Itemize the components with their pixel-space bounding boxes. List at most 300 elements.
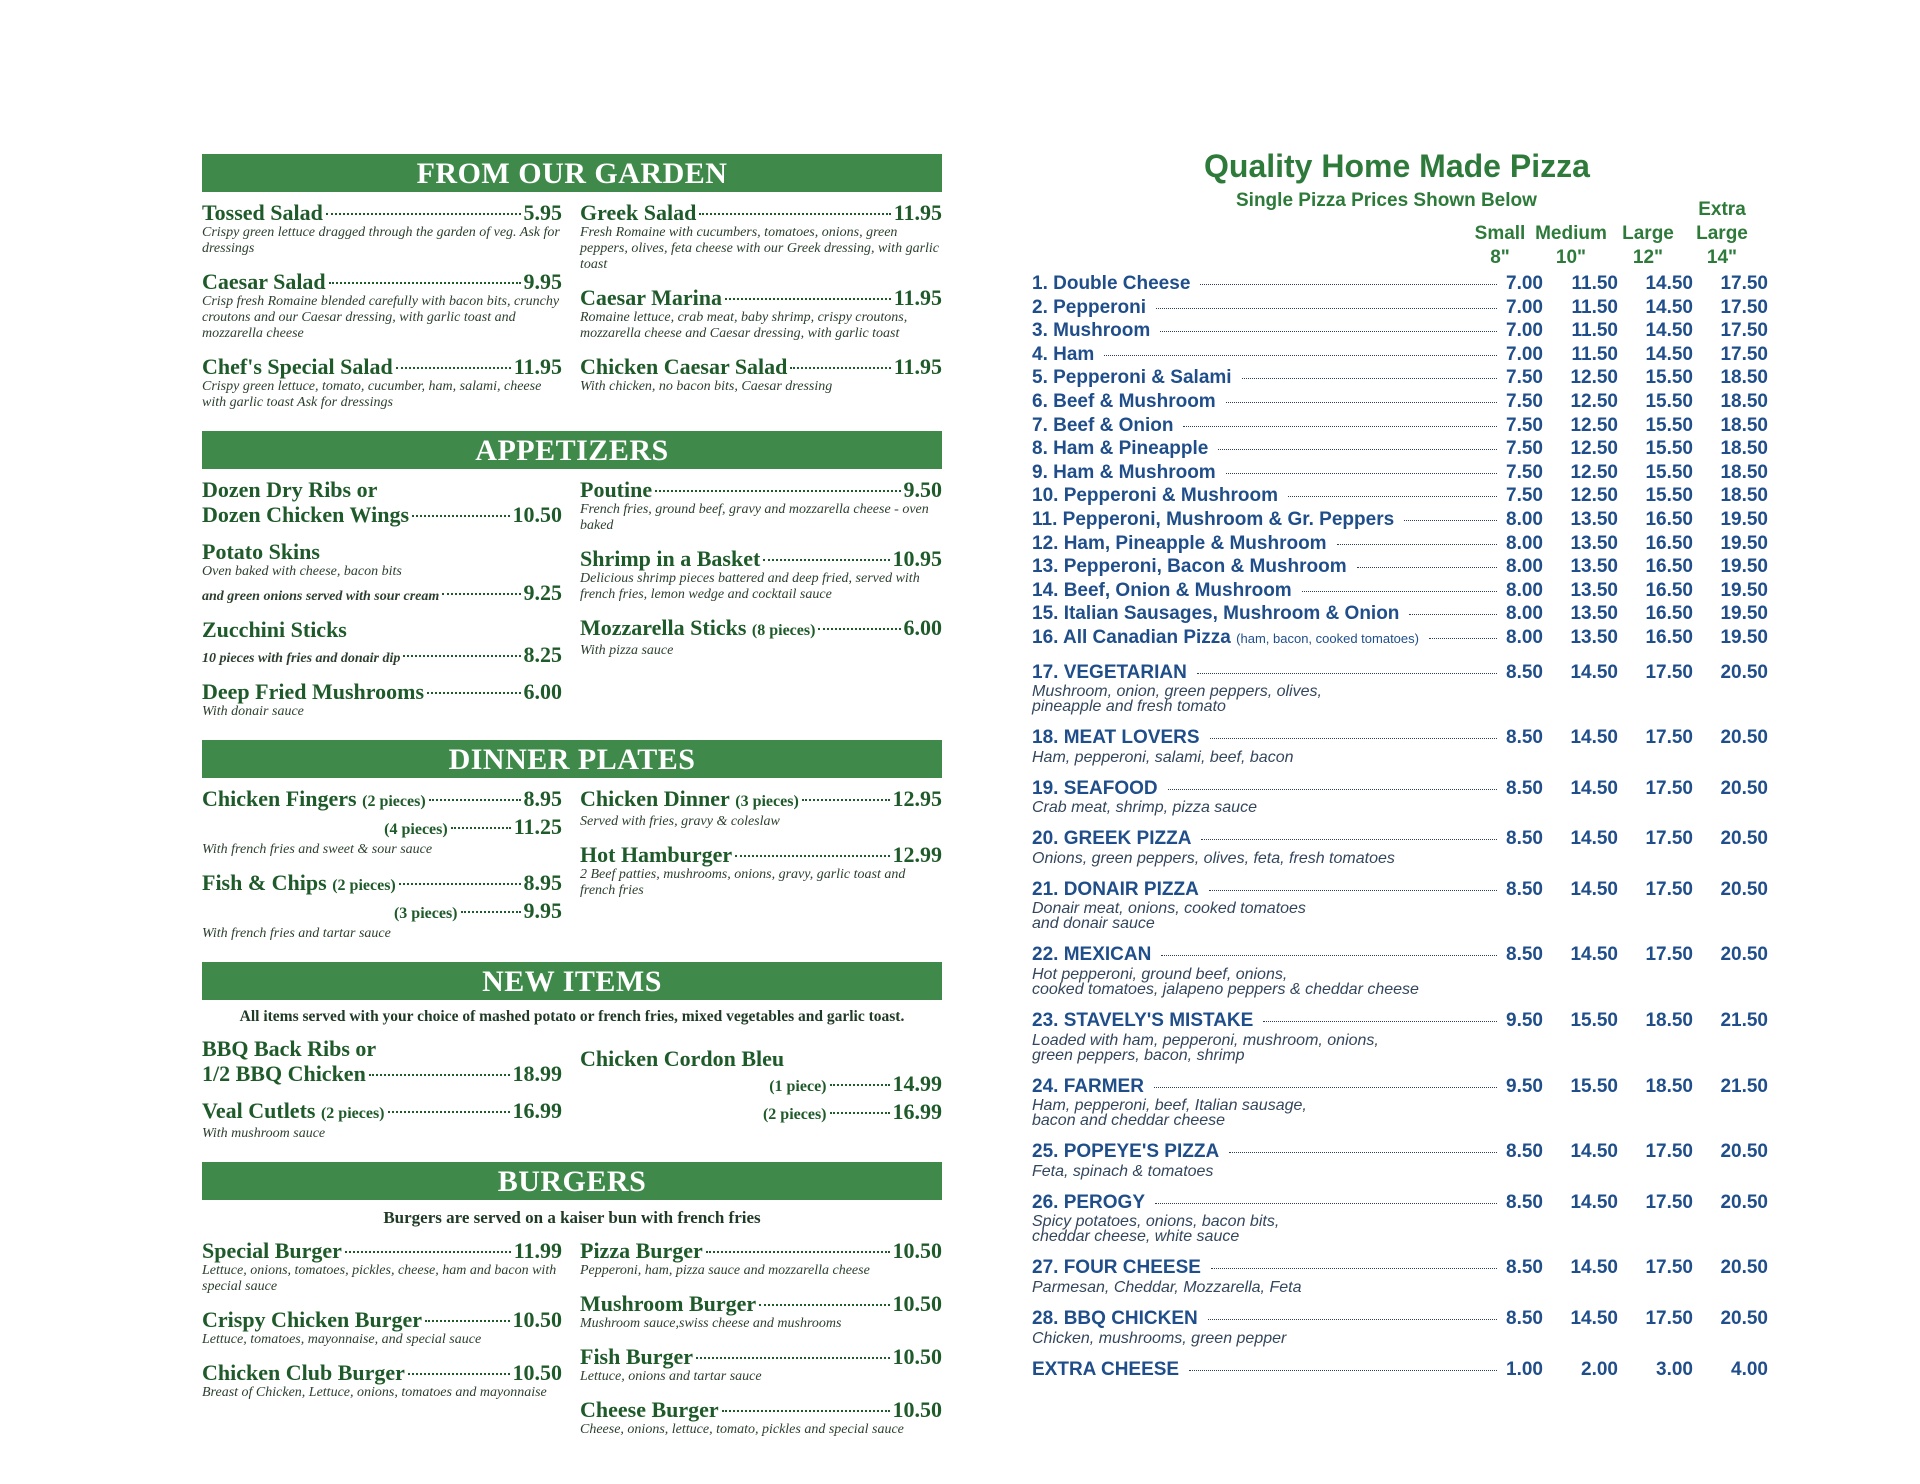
price-medium: 15.50 — [1570, 1075, 1618, 1097]
pizza-description — [1032, 851, 1768, 866]
price-medium: 12.50 — [1570, 414, 1618, 436]
new-items-section — [202, 962, 942, 1154]
pizza-row — [1032, 461, 1768, 485]
item-price: 10.50 — [892, 1238, 942, 1263]
pizza-description — [1032, 750, 1768, 765]
pizza-row — [1032, 390, 1768, 414]
item-description: Crispy green lettuce, tomato, cucumber, ham, salami, cheese with garlic toast Ask for dressings — [202, 379, 542, 410]
price-small: 8.50 — [1506, 777, 1543, 799]
price-medium: 12.50 — [1570, 438, 1618, 460]
price-medium: 14.50 — [1570, 1191, 1618, 1213]
item-description: Delicious shrimp pieces battered and deep fried, served with french fries, lemon wedge and cocktail sauce — [580, 571, 920, 602]
pizza-row — [1032, 532, 1768, 556]
price-small: 7.00 — [1506, 273, 1543, 294]
size-header-extra-large: Extra Large 14" — [1696, 199, 1748, 268]
pizza-name: 3. Mushroom — [1032, 320, 1151, 342]
pizza-description-line: Feta, spinach & tomatoes — [1032, 1162, 1214, 1180]
pizza-note: (ham, bacon, cooked tomatoes) — [1236, 630, 1419, 646]
pizza-row — [1032, 1140, 1768, 1164]
price-extra-large: 20.50 — [1720, 1308, 1768, 1330]
price-large: 3.00 — [1656, 1358, 1693, 1380]
item-price: 10.50 — [892, 1291, 942, 1316]
pizza-row — [1032, 726, 1768, 750]
price-large: 14.50 — [1645, 343, 1693, 365]
pizza-name: 8. Ham & Pineapple — [1032, 438, 1209, 460]
item-description: With pizza sauce — [580, 643, 674, 658]
pizza-name: 24. FARMER — [1032, 1075, 1144, 1097]
price-small: 7.00 — [1506, 320, 1543, 342]
price-small: 8.50 — [1506, 727, 1543, 749]
price-small: 8.50 — [1506, 1141, 1543, 1163]
item-description: Lettuce, onions and tartar sauce — [580, 1369, 762, 1384]
menu-item-ribs-wings — [202, 477, 562, 527]
item-quantity: (2 pieces) — [320, 1105, 385, 1122]
price-medium: 14.50 — [1570, 661, 1618, 683]
item-price: 10.50 — [892, 1344, 942, 1369]
pizza-name: 6. Beef & Mushroom — [1032, 390, 1216, 412]
pizza-row — [1032, 661, 1768, 685]
item-description: and green onions served with sour cream — [202, 589, 440, 604]
pizza-name: 13. Pepperoni, Bacon & Mushroom — [1032, 556, 1347, 578]
item-name: Shrimp in a Basket — [580, 546, 761, 571]
menu-item-deep-fried-mushrooms — [202, 679, 562, 720]
price-medium: 13.50 — [1570, 556, 1618, 578]
price-extra-large: 17.50 — [1720, 343, 1768, 365]
pizza-description-line: Hot pepperoni, ground beef, onions, — [1032, 966, 1288, 984]
pizza-row — [1032, 878, 1768, 902]
pizza-price-list — [1032, 272, 1768, 1381]
size-header-small: Small 8" — [1474, 223, 1526, 268]
item-quantity: (3 pieces) — [393, 905, 458, 922]
price-large: 16.50 — [1645, 579, 1693, 601]
price-small: 9.50 — [1506, 1075, 1543, 1097]
menu-item — [202, 269, 562, 342]
item-price: 8.25 — [523, 642, 562, 667]
item-price: 12.99 — [892, 842, 942, 867]
item-quantity: (1 piece) — [769, 1078, 827, 1095]
item-name: Tossed Salad — [202, 200, 323, 225]
pizza-description-line: pineapple and fresh tomato — [1032, 698, 1226, 716]
price-medium: 11.50 — [1571, 296, 1618, 318]
new-items-right-column — [580, 1036, 942, 1154]
price-small: 8.50 — [1506, 661, 1543, 683]
item-name: Cheese Burger — [580, 1397, 719, 1422]
item-description: French fries, ground beef, gravy and mozzarella cheese - oven baked — [580, 502, 929, 533]
item-price: 10.50 — [512, 1360, 562, 1385]
pizza-row — [1032, 1009, 1768, 1033]
item-description: Crispy green lettuce dragged through the garden of veg. Ask for dressings — [202, 225, 560, 256]
price-small: 8.50 — [1506, 878, 1543, 900]
pizza-description-line: bacon and cheddar cheese — [1032, 1112, 1226, 1130]
section-header-garden: FROM OUR GARDEN — [202, 154, 942, 192]
price-extra-large: 18.50 — [1720, 390, 1768, 412]
burgers-left-column — [202, 1238, 562, 1450]
price-small: 7.50 — [1506, 485, 1543, 507]
item-name: Caesar Marina — [580, 285, 722, 310]
item-description: 10 pieces with fries and donair dip — [202, 651, 401, 666]
pizza-description — [1032, 1098, 1768, 1128]
menu-item — [580, 1344, 942, 1385]
pizza-row — [1032, 272, 1768, 296]
menu-item-veal-cutlets — [202, 1098, 562, 1142]
pizza-description — [1032, 684, 1768, 714]
item-name: Fish Burger — [580, 1344, 694, 1369]
pizza-name: 22. MEXICAN — [1032, 944, 1152, 966]
price-small: 7.50 — [1506, 414, 1543, 436]
pizza-row — [1032, 1191, 1768, 1215]
price-medium: 14.50 — [1570, 1257, 1618, 1279]
item-name: Greek Salad — [580, 200, 697, 225]
item-quantity: (2 pieces) — [362, 793, 426, 810]
pizza-row — [1032, 626, 1768, 651]
appetizers-section — [202, 431, 942, 732]
pizza-name: 21. DONAIR PIZZA — [1032, 878, 1199, 900]
pizza-row-extra-cheese — [1032, 1358, 1768, 1382]
price-medium: 13.50 — [1570, 626, 1618, 648]
price-extra-large: 19.50 — [1720, 579, 1768, 601]
price-large: 15.50 — [1645, 461, 1693, 483]
item-name: Deep Fried Mushrooms — [202, 679, 425, 704]
size-header-large: Large 12" — [1622, 223, 1674, 268]
item-name: Chicken Cordon Bleu — [580, 1046, 785, 1071]
item-name: Pizza Burger — [580, 1238, 703, 1263]
burgers-section — [202, 1162, 942, 1450]
garden-right-column — [580, 200, 942, 423]
price-large: 16.50 — [1645, 508, 1693, 530]
dinner-right-column — [580, 786, 942, 954]
item-price: 9.95 — [523, 898, 562, 923]
pizza-description-line: Chicken, mushrooms, green pepper — [1032, 1329, 1287, 1347]
price-extra-large: 19.50 — [1720, 556, 1768, 578]
pizza-row — [1032, 827, 1768, 851]
pizza-description-line: Onions, green peppers, olives, feta, fresh tomatoes — [1032, 849, 1395, 867]
item-price: 14.99 — [892, 1071, 942, 1096]
price-medium: 14.50 — [1570, 1141, 1618, 1163]
price-large: 14.50 — [1645, 296, 1693, 318]
price-small: 1.00 — [1506, 1358, 1543, 1380]
pizza-description-line: cheddar cheese, white sauce — [1032, 1228, 1240, 1246]
item-quantity: (8 pieces) — [751, 622, 816, 639]
item-price: 8.95 — [523, 870, 562, 895]
price-extra-large: 20.50 — [1720, 1257, 1768, 1279]
pizza-row — [1032, 508, 1768, 532]
price-small: 7.50 — [1506, 390, 1543, 412]
price-large: 15.50 — [1645, 367, 1693, 389]
size-header-medium: Medium 10" — [1535, 223, 1607, 268]
menu-item — [202, 200, 562, 257]
price-large: 14.50 — [1645, 273, 1693, 294]
menu-item — [580, 1397, 942, 1438]
pizza-name: 19. SEAFOOD — [1032, 777, 1158, 799]
price-large: 17.50 — [1645, 661, 1693, 683]
menu-item-zucchini-sticks — [202, 617, 562, 667]
section-header-new-items: NEW ITEMS — [202, 962, 942, 1000]
price-medium: 14.50 — [1570, 777, 1618, 799]
price-large: 15.50 — [1645, 438, 1693, 460]
price-small: 8.00 — [1506, 603, 1543, 625]
price-large: 18.50 — [1645, 1075, 1693, 1097]
menu-item — [202, 1360, 562, 1401]
price-small: 7.50 — [1506, 461, 1543, 483]
price-large: 17.50 — [1645, 944, 1693, 966]
price-large: 16.50 — [1645, 603, 1693, 625]
item-description: With chicken, no bacon bits, Caesar dressing — [580, 379, 833, 394]
price-large: 17.50 — [1645, 727, 1693, 749]
menu-item-hot-hamburger — [580, 842, 942, 899]
item-quantity: (2 pieces) — [332, 877, 396, 894]
item-name: Caesar Salad — [202, 269, 326, 294]
price-extra-large: 20.50 — [1720, 1191, 1768, 1213]
price-small: 7.00 — [1506, 343, 1543, 365]
item-price: 9.25 — [523, 580, 562, 605]
price-large: 17.50 — [1645, 1191, 1693, 1213]
item-price: 8.95 — [523, 786, 562, 811]
price-extra-large: 20.50 — [1720, 1141, 1768, 1163]
pizza-row — [1032, 555, 1768, 579]
item-price: 12.95 — [892, 786, 942, 811]
price-extra-large: 17.50 — [1720, 296, 1768, 318]
menu-item — [202, 354, 562, 411]
item-price: 10.50 — [892, 1397, 942, 1422]
pizza-row — [1032, 1075, 1768, 1099]
price-large: 17.50 — [1645, 878, 1693, 900]
price-small: 8.00 — [1506, 556, 1543, 578]
pizza-name: 14. Beef, Onion & Mushroom — [1032, 579, 1292, 601]
price-small: 7.00 — [1506, 296, 1543, 318]
left-menu-column — [202, 154, 942, 1458]
price-large: 16.50 — [1645, 532, 1693, 554]
menu-item-chicken-dinner — [580, 786, 942, 830]
pizza-description — [1032, 1331, 1768, 1346]
item-description: Romaine lettuce, crab meat, baby shrimp, crispy croutons, mozzarella cheese and Caesar dressing, with garlic toast — [580, 310, 908, 341]
price-small: 8.50 — [1506, 944, 1543, 966]
item-name: Veal Cutlets — [202, 1098, 316, 1123]
pizza-name: 25. POPEYE'S PIZZA — [1032, 1141, 1220, 1163]
pizza-row — [1032, 296, 1768, 320]
pizza-description-line: Parmesan, Cheddar, Mozzarella, Feta — [1032, 1279, 1302, 1297]
price-extra-large: 20.50 — [1720, 661, 1768, 683]
price-extra-large: 17.50 — [1720, 320, 1768, 342]
menu-item — [580, 546, 942, 603]
menu-item — [580, 1238, 942, 1279]
section-header-appetizers: APPETIZERS — [202, 431, 942, 469]
item-description: Pepperoni, ham, pizza sauce and mozzarella cheese — [580, 1263, 870, 1278]
item-name: Potato Skins — [202, 539, 320, 564]
item-quantity: (4 pieces) — [384, 821, 448, 838]
price-extra-large: 18.50 — [1720, 485, 1768, 507]
menu-item — [580, 200, 942, 273]
item-price: 11.95 — [513, 354, 562, 379]
price-small: 8.00 — [1506, 532, 1543, 554]
price-extra-large: 18.50 — [1720, 414, 1768, 436]
price-small: 8.50 — [1506, 1191, 1543, 1213]
price-medium: 11.50 — [1571, 320, 1618, 342]
price-extra-large: 18.50 — [1720, 438, 1768, 460]
burgers-right-column — [580, 1238, 942, 1450]
pizza-name: 2. Pepperoni — [1032, 296, 1147, 318]
item-name: Mushroom Burger — [580, 1291, 757, 1316]
price-large: 18.50 — [1645, 1010, 1693, 1032]
new-items-left-column — [202, 1036, 562, 1154]
price-extra-large: 21.50 — [1720, 1010, 1768, 1032]
item-quantity: (3 pieces) — [735, 793, 799, 810]
price-large: 15.50 — [1645, 485, 1693, 507]
item-name: Zucchini Sticks — [202, 617, 347, 642]
item-description: With mushroom sauce — [202, 1126, 326, 1141]
pizza-description-line: Crab meat, shrimp, pizza sauce — [1032, 799, 1257, 817]
price-medium: 13.50 — [1570, 579, 1618, 601]
pizza-name: 18. MEAT LOVERS — [1032, 727, 1200, 749]
pizza-name: 11. Pepperoni, Mushroom & Gr. Peppers — [1032, 508, 1395, 530]
item-name: Chicken Caesar Salad — [580, 354, 788, 379]
price-medium: 11.50 — [1571, 273, 1618, 294]
menu-item — [202, 1307, 562, 1348]
item-name: Hot Hamburger — [580, 842, 733, 867]
pizza-description-line: green peppers, bacon, shrimp — [1032, 1046, 1245, 1064]
item-price: 18.99 — [512, 1061, 562, 1086]
price-small: 8.00 — [1506, 508, 1543, 530]
item-name: Chicken Fingers — [202, 786, 357, 811]
price-medium: 13.50 — [1570, 508, 1618, 530]
item-name: Chef's Special Salad — [202, 354, 393, 379]
price-medium: 14.50 — [1570, 727, 1618, 749]
pizza-description — [1032, 901, 1768, 931]
pizza-description-line: Ham, pepperoni, salami, beef, bacon — [1032, 748, 1294, 766]
price-extra-large: 21.50 — [1720, 1075, 1768, 1097]
price-small: 8.50 — [1506, 828, 1543, 850]
item-name: BBQ Back Ribs or — [202, 1036, 377, 1061]
item-price: 9.50 — [903, 477, 942, 502]
price-medium: 2.00 — [1581, 1358, 1618, 1380]
menu-item-fish-chips — [202, 870, 562, 942]
pizza-name: 26. PEROGY — [1032, 1191, 1145, 1213]
spacer — [1032, 651, 1768, 661]
item-price: 11.99 — [513, 1238, 562, 1263]
pizza-subtitle: Single Pizza Prices Shown Below — [1236, 190, 1537, 211]
pizza-row — [1032, 366, 1768, 390]
menu-item-chicken-cordon-bleu — [580, 1046, 942, 1127]
dinner-section — [202, 740, 942, 954]
pizza-description — [1032, 1033, 1768, 1063]
item-name: Crispy Chicken Burger — [202, 1307, 422, 1332]
item-price: 16.99 — [512, 1098, 562, 1123]
item-description: Mushroom sauce,swiss cheese and mushrooms — [580, 1316, 842, 1331]
price-medium: 13.50 — [1570, 603, 1618, 625]
item-description: Oven baked with cheese, bacon bits — [202, 564, 402, 579]
item-price: 11.95 — [893, 354, 942, 379]
price-large: 15.50 — [1645, 390, 1693, 412]
menu-item-chicken-fingers — [202, 786, 562, 858]
pizza-description — [1032, 800, 1768, 815]
item-price: 6.00 — [903, 615, 942, 640]
item-name: Dozen Dry Ribs or — [202, 477, 378, 502]
item-price: 16.99 — [892, 1099, 942, 1124]
price-large: 17.50 — [1645, 828, 1693, 850]
item-price: 10.50 — [512, 502, 562, 527]
pizza-title: Quality Home Made Pizza — [1204, 148, 1590, 184]
price-small: 8.50 — [1506, 1257, 1543, 1279]
pizza-description — [1032, 1214, 1768, 1244]
item-quantity: (2 pieces) — [762, 1106, 827, 1123]
item-description: With donair sauce — [202, 704, 304, 719]
price-large: 17.50 — [1645, 777, 1693, 799]
price-medium: 14.50 — [1570, 828, 1618, 850]
menu-item-bbq — [202, 1036, 562, 1086]
pizza-name: 4. Ham — [1032, 343, 1095, 365]
price-large: 17.50 — [1645, 1141, 1693, 1163]
pizza-row — [1032, 414, 1768, 438]
pizza-name: 27. FOUR CHEESE — [1032, 1257, 1201, 1279]
item-price: 9.95 — [523, 269, 562, 294]
new-items-note: All items served with your choice of mashed potato or french fries, mixed vegetables and garlic toast. — [239, 1008, 905, 1025]
menu-item — [580, 1291, 942, 1332]
price-medium: 13.50 — [1570, 532, 1618, 554]
price-small: 8.50 — [1506, 1308, 1543, 1330]
pizza-name: 10. Pepperoni & Mushroom — [1032, 485, 1278, 507]
pizza-name: 5. Pepperoni & Salami — [1032, 367, 1232, 389]
item-description: Fresh Romaine with cucumbers, tomatoes, onions, green peppers, olives, feta cheese with our Greek dressing, with garlic toast — [580, 225, 940, 272]
item-description: 2 Beef patties, mushrooms, onions, gravy, garlic toast and french fries — [580, 867, 906, 898]
price-extra-large: 20.50 — [1720, 828, 1768, 850]
pizza-description-line: and donair sauce — [1032, 915, 1155, 933]
item-name: Chicken Dinner — [580, 786, 730, 811]
item-description: Served with fries, gravy & coleslaw — [580, 814, 780, 829]
price-extra-large: 20.50 — [1720, 727, 1768, 749]
price-extra-large: 19.50 — [1720, 603, 1768, 625]
pizza-description-line: Loaded with ham, pepperoni, mushroom, onions, — [1032, 1031, 1379, 1049]
garden-section — [202, 154, 942, 423]
item-name: Special Burger — [202, 1238, 342, 1263]
item-price: 11.95 — [893, 200, 942, 225]
item-description: Crisp fresh Romaine blended carefully with bacon bits, crunchy croutons and our Caesar dressing, with garlic toast and mozzarella cheese — [202, 294, 560, 341]
garden-left-column — [202, 200, 562, 423]
price-extra-large: 20.50 — [1720, 777, 1768, 799]
pizza-description — [1032, 1280, 1768, 1295]
appetizers-left-column — [202, 477, 562, 732]
price-large: 16.50 — [1645, 556, 1693, 578]
burgers-note: Burgers are served on a kaiser bun with french fries — [383, 1208, 761, 1227]
price-extra-large: 19.50 — [1720, 532, 1768, 554]
price-extra-large: 20.50 — [1720, 878, 1768, 900]
price-extra-large: 20.50 — [1720, 944, 1768, 966]
pizza-name: 12. Ham, Pineapple & Mushroom — [1032, 532, 1327, 554]
price-medium: 12.50 — [1570, 390, 1618, 412]
menu-item — [580, 285, 942, 342]
price-medium: 12.50 — [1570, 367, 1618, 389]
pizza-name: 16. All Canadian Pizza — [1032, 626, 1231, 648]
price-small: 8.00 — [1506, 626, 1543, 648]
price-large: 14.50 — [1645, 320, 1693, 342]
appetizers-right-column — [580, 477, 942, 732]
price-small: 7.50 — [1506, 438, 1543, 460]
pizza-description — [1032, 967, 1768, 997]
pizza-row — [1032, 579, 1768, 603]
item-price: 11.25 — [513, 814, 562, 839]
price-extra-large: 19.50 — [1720, 626, 1768, 648]
item-name: Dozen Chicken Wings — [202, 502, 410, 527]
price-large: 15.50 — [1645, 414, 1693, 436]
menu-item — [580, 354, 942, 395]
item-description: Cheese, onions, lettuce, tomato, pickles and special sauce — [580, 1422, 904, 1437]
item-description: With french fries and sweet & sour sauce — [202, 842, 433, 857]
pizza-row — [1032, 343, 1768, 367]
item-name: Chicken Club Burger — [202, 1360, 405, 1385]
price-extra-large: 4.00 — [1731, 1358, 1768, 1380]
pizza-description-line: Spicy potatoes, onions, bacon bits, — [1032, 1213, 1280, 1231]
price-medium: 15.50 — [1570, 1010, 1618, 1032]
item-description: Lettuce, onions, tomatoes, pickles, cheese, ham and bacon with special sauce — [202, 1263, 557, 1294]
section-header-dinner-plates: DINNER PLATES — [202, 740, 942, 778]
